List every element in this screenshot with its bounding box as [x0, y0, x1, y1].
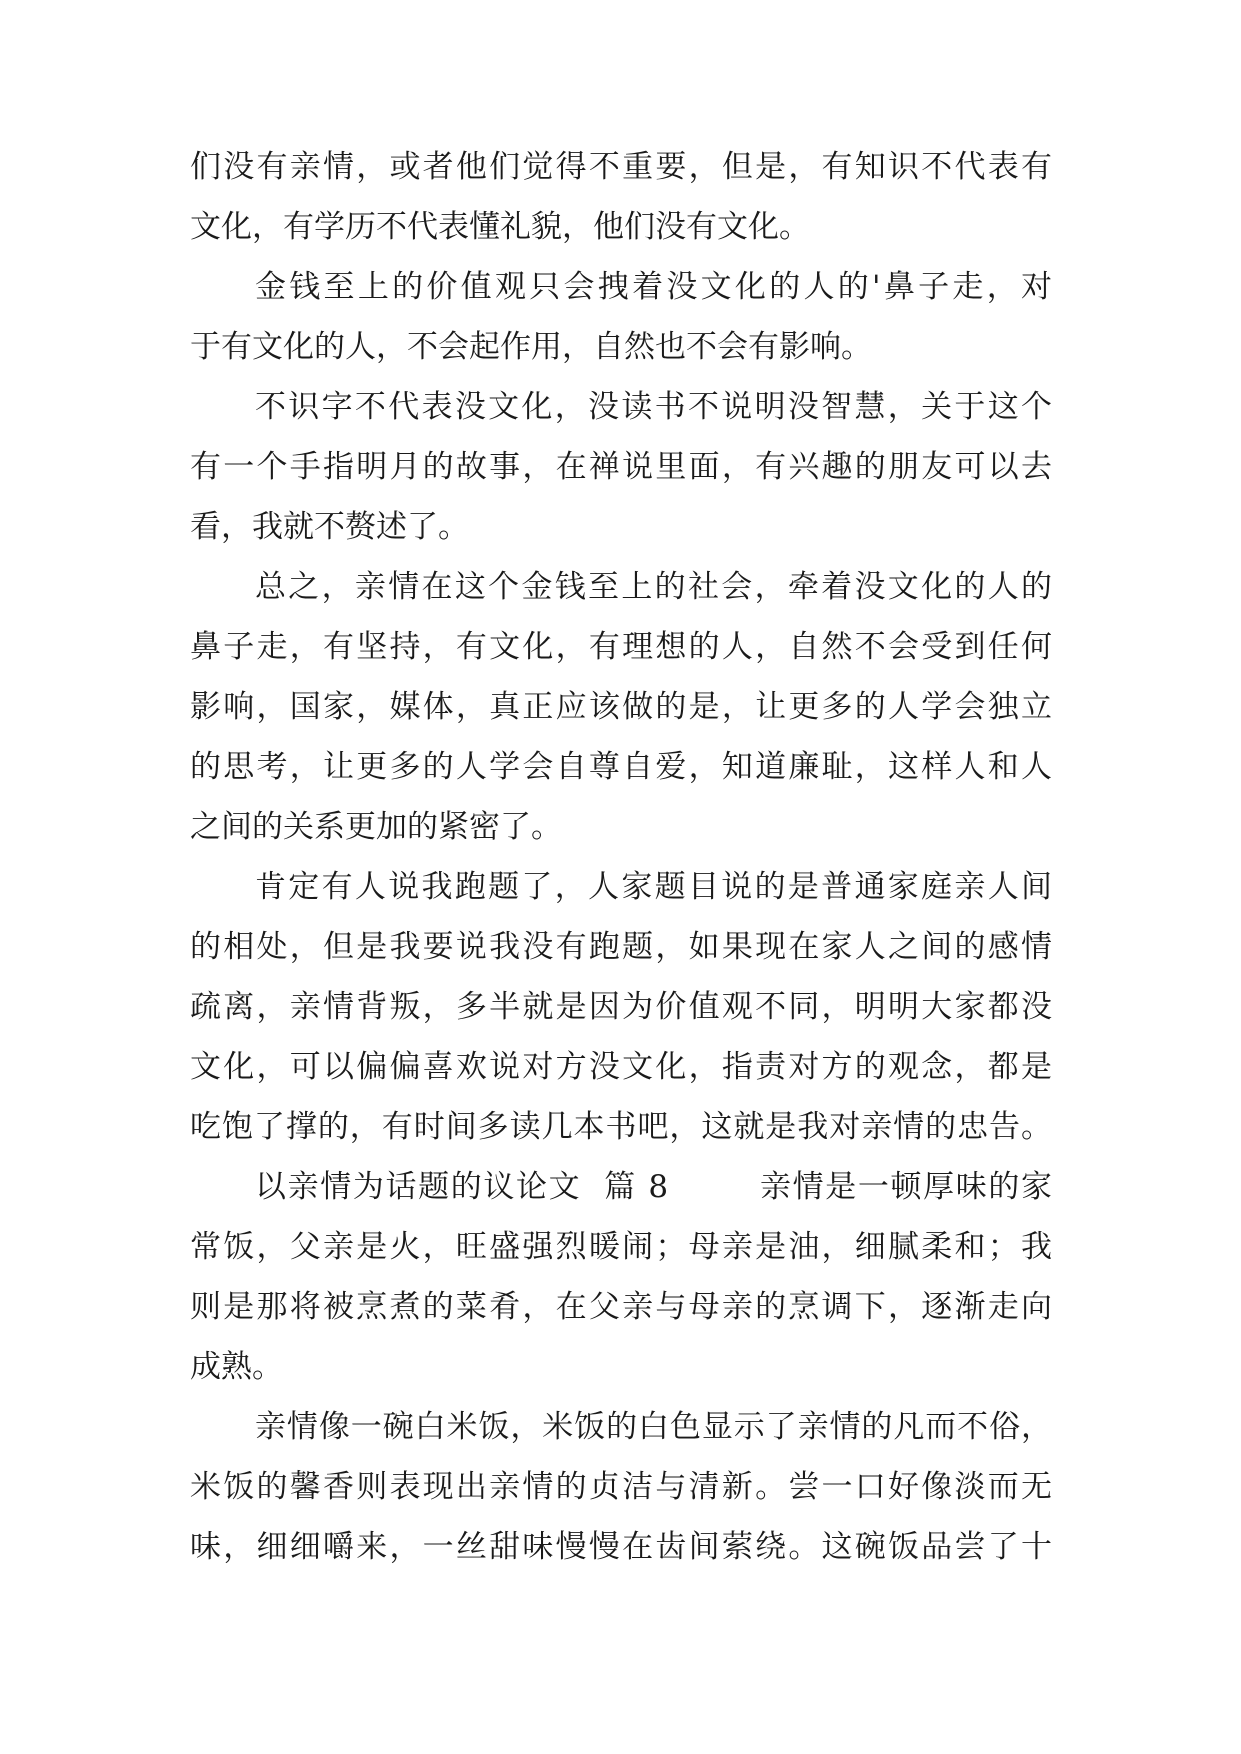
text-line: 看，我就不赘述了。 — [190, 509, 469, 545]
text-line: 米饭的馨香则表现出亲情的贞洁与清新。尝一口好像淡而无 — [190, 1469, 1052, 1505]
text-line: 文化，可以偏偏喜欢说对方没文化，指责对方的观念，都是 — [190, 1049, 1052, 1085]
text-line: 鼻子走，有坚持，有文化，有理想的人，自然不会受到任何 — [190, 629, 1052, 665]
text-line: 的相处，但是我要说我没有跑题，如果现在家人之间的感情 — [190, 929, 1052, 965]
text-line: 肯定有人说我跑题了，人家题目说的是普通家庭亲人间 — [255, 869, 1052, 905]
text-line: 不识字不代表没文化，没读书不说明没智慧，关于这个 — [255, 389, 1052, 425]
text-line: 疏离，亲情背叛，多半就是因为价值观不同，明明大家都没 — [190, 989, 1052, 1025]
text-line: 则是那将被烹煮的菜肴，在父亲与母亲的烹调下，逐渐走向 — [190, 1289, 1052, 1325]
text-line: 金钱至上的价值观只会拽着没文化的人的'鼻子走，对 — [255, 269, 1052, 305]
text-line: 味，细细嚼来，一丝甜味慢慢在齿间萦绕。这碗饭品尝了十 — [190, 1529, 1052, 1565]
text-line: 总之，亲情在这个金钱至上的社会，牵着没文化的人的 — [255, 569, 1052, 605]
text-line: 成熟。 — [190, 1349, 283, 1385]
text-line: 于有文化的人，不会起作用，自然也不会有影响。 — [190, 329, 872, 365]
text-line: 有一个手指明月的故事，在禅说里面，有兴趣的朋友可以去 — [190, 449, 1052, 485]
text-line: 吃饱了撑的，有时间多读几本书吧，这就是我对亲情的忠告。 — [190, 1109, 1052, 1145]
text-line: 的思考，让更多的人学会自尊自爱，知道廉耻，这样人和人 — [190, 749, 1052, 785]
text-line: 亲情像一碗白米饭，米饭的白色显示了亲情的凡而不俗， — [255, 1409, 1052, 1445]
text-line: 影响，国家，媒体，真正应该做的是，让更多的人学会独立 — [190, 689, 1052, 725]
text-line: 之间的关系更加的紧密了。 — [190, 809, 562, 845]
text-line: 常饭，父亲是火，旺盛强烈暖闹；母亲是油，细腻柔和；我 — [190, 1229, 1052, 1265]
section-heading-line: 以亲情为话题的议论文 篇 8 亲情是一顿厚味的家 — [255, 1169, 1052, 1205]
text-line: 文化，有学历不代表懂礼貌，他们没有文化。 — [190, 209, 810, 245]
text-line: 们没有亲情，或者他们觉得不重要，但是，有知识不代表有 — [190, 149, 1052, 185]
